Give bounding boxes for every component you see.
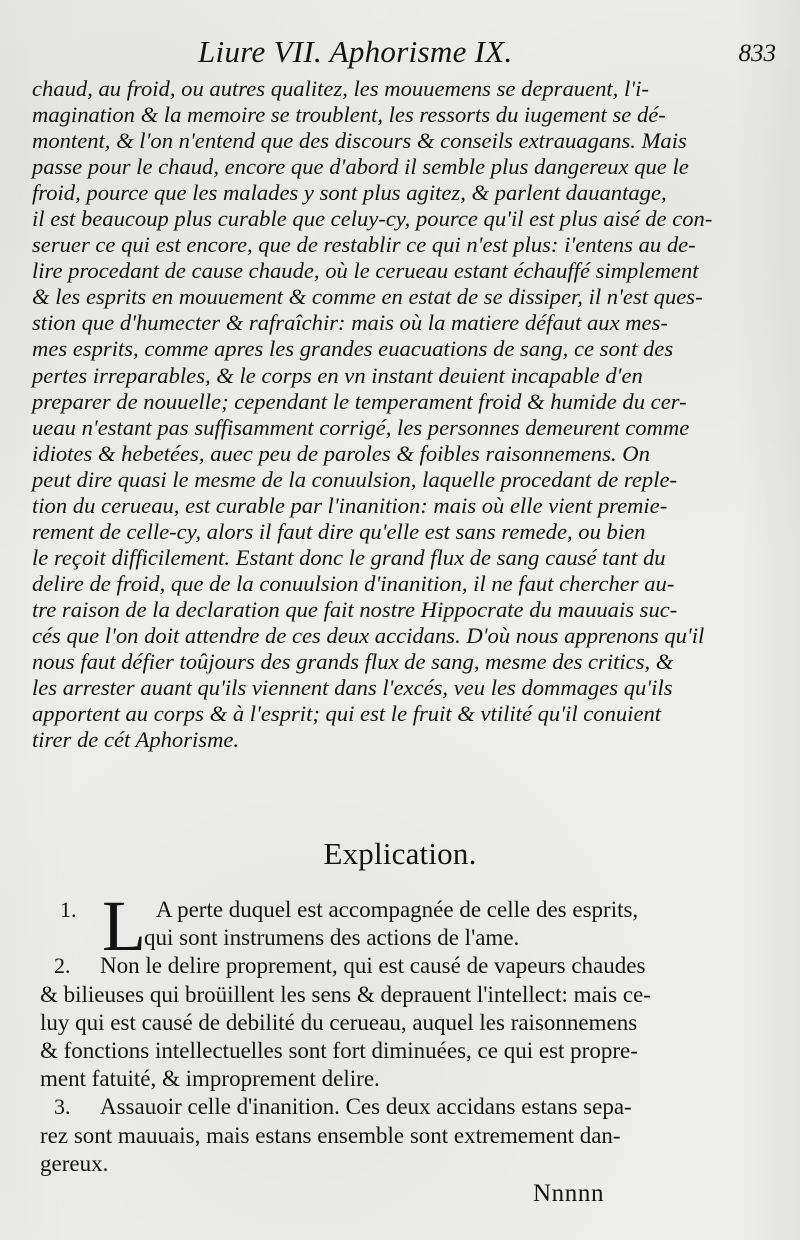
note-line: & fonctions intellectuelles sont fort diminuées, ce qui est propre- — [40, 1037, 638, 1063]
text-line: montent, & l'on n'entend que des discours & conseils extrauagans. Mais — [32, 128, 687, 154]
note-text: A perte duquel est accompagnée de celle des esprits, — [156, 897, 639, 922]
text-line: cés que l'on doit attendre de ces deux accidans. D'où nous apprenons qu'il — [32, 622, 705, 648]
note-line: & bilieuses qui broüillent les sens & deprauent l'intellect: mais ce- — [40, 981, 651, 1007]
text-line: ueau n'estant pas suffisamment corrigé, les personnes demeurent comme — [32, 414, 690, 440]
note-number-1: 1. — [60, 897, 77, 922]
text-line: tirer de cét Aphorisme. — [32, 727, 240, 753]
text-line: preparer de nouuelle; cependant le temperament froid & humide du cer- — [32, 388, 687, 414]
aphorism-commentary-text — [32, 76, 774, 753]
text-line: nous faut défier toûjours des grands flux de sang, mesme des critics, & — [32, 649, 674, 675]
dropcap-letter: L — [102, 886, 146, 966]
text-line: rement de celle-cy, alors il faut dire qu'elle est sans remede, ou bien — [32, 518, 646, 544]
note-text: Non le delire proprement, qui est causé de vapeurs chaudes — [100, 953, 646, 979]
text-line: delire de froid, que de la conuulsion d'inanition, il ne faut chercher au- — [32, 570, 675, 596]
text-line: tre raison de la declaration que fait nostre Hippocrate du mauuais suc- — [32, 596, 678, 622]
note-line: rez sont mauuais, mais estans ensemble sont extremement dan- — [40, 1122, 621, 1148]
text-line: les arrester auant qu'ils viennent dans l'excés, veu les dommages qu'ils — [32, 675, 673, 701]
text-line: le reçoit difficilement. Estant donc le grand flux de sang causé tant du — [32, 544, 666, 570]
text-line: & les esprits en mouuement & comme en estat de se dissiper, il n'est ques- — [32, 284, 703, 310]
note-number-2: 2. — [54, 953, 71, 979]
text-line: peut dire quasi le mesme de la conuulsion, laquelle procedant de reple- — [32, 466, 678, 492]
text-line: apportent au corps & à l'esprit; qui est le fruit & vtilité qu'il conuient — [32, 701, 662, 727]
text-line: il est beaucoup plus curable que celuy-cy, pource qu'il est plus aisé de con- — [32, 206, 713, 232]
explication-title: Explication. — [323, 836, 477, 871]
catchword: Nnnnn — [533, 1180, 605, 1207]
text-line: pertes irreparables, & le corps en vn instant deuient incapable d'en — [32, 362, 643, 388]
text-line: froid, pource que les malades y sont plus agitez, & parlent dauantage, — [32, 180, 667, 206]
note-text: qui sont instrumens des actions de l'ame. — [144, 925, 520, 951]
text-line: seruer ce qui est encore, que de restablir ce qui n'est plus: i'entens au de- — [32, 232, 696, 258]
text-line: lire procedant de cause chaude, où le cerueau estant échauffé simplement — [32, 258, 699, 284]
text-line: magination & la memoire se troublent, les ressorts du iugement se dé- — [32, 102, 666, 128]
text-line: tion du cerueau, est curable par l'inanition: mais où elle vient premie- — [32, 492, 668, 518]
text-line: chaud, au froid, ou autres qualitez, les mouuemens se deprauent, l'i- — [32, 76, 649, 101]
text-line: mes esprits, comme apres les grandes euacuations de sang, ce sont des — [32, 336, 674, 362]
text-line: stion que d'humecter & rafraîchir: mais où la matiere défaut aux mes- — [32, 310, 668, 336]
note-text: Assauoir celle d'inanition. Ces deux accidans estans sepa- — [100, 1094, 632, 1120]
note-line — [40, 924, 775, 952]
explication-notes — [40, 886, 775, 1178]
note-line — [40, 896, 775, 924]
note-line: luy qui est causé de debilité du cerueau, auquel les raisonnemens — [40, 1009, 638, 1035]
text-line: idiotes & hebetées, auec peu de paroles & foibles raisonnemens. On — [32, 440, 650, 466]
note-line: gereux. — [40, 1150, 109, 1176]
note-number-3: 3. — [54, 1094, 71, 1120]
note-line — [40, 1093, 775, 1121]
text-line: passe pour le chaud, encore que d'abord il semble plus dangereux que le — [32, 154, 689, 180]
page-number: 833 — [738, 40, 776, 67]
page-header — [0, 34, 800, 74]
note-line: ment fatuité, & improprement delire. — [40, 1066, 380, 1092]
running-head: Liure VII. Aphorisme IX. — [198, 34, 513, 69]
note-line — [40, 952, 775, 980]
